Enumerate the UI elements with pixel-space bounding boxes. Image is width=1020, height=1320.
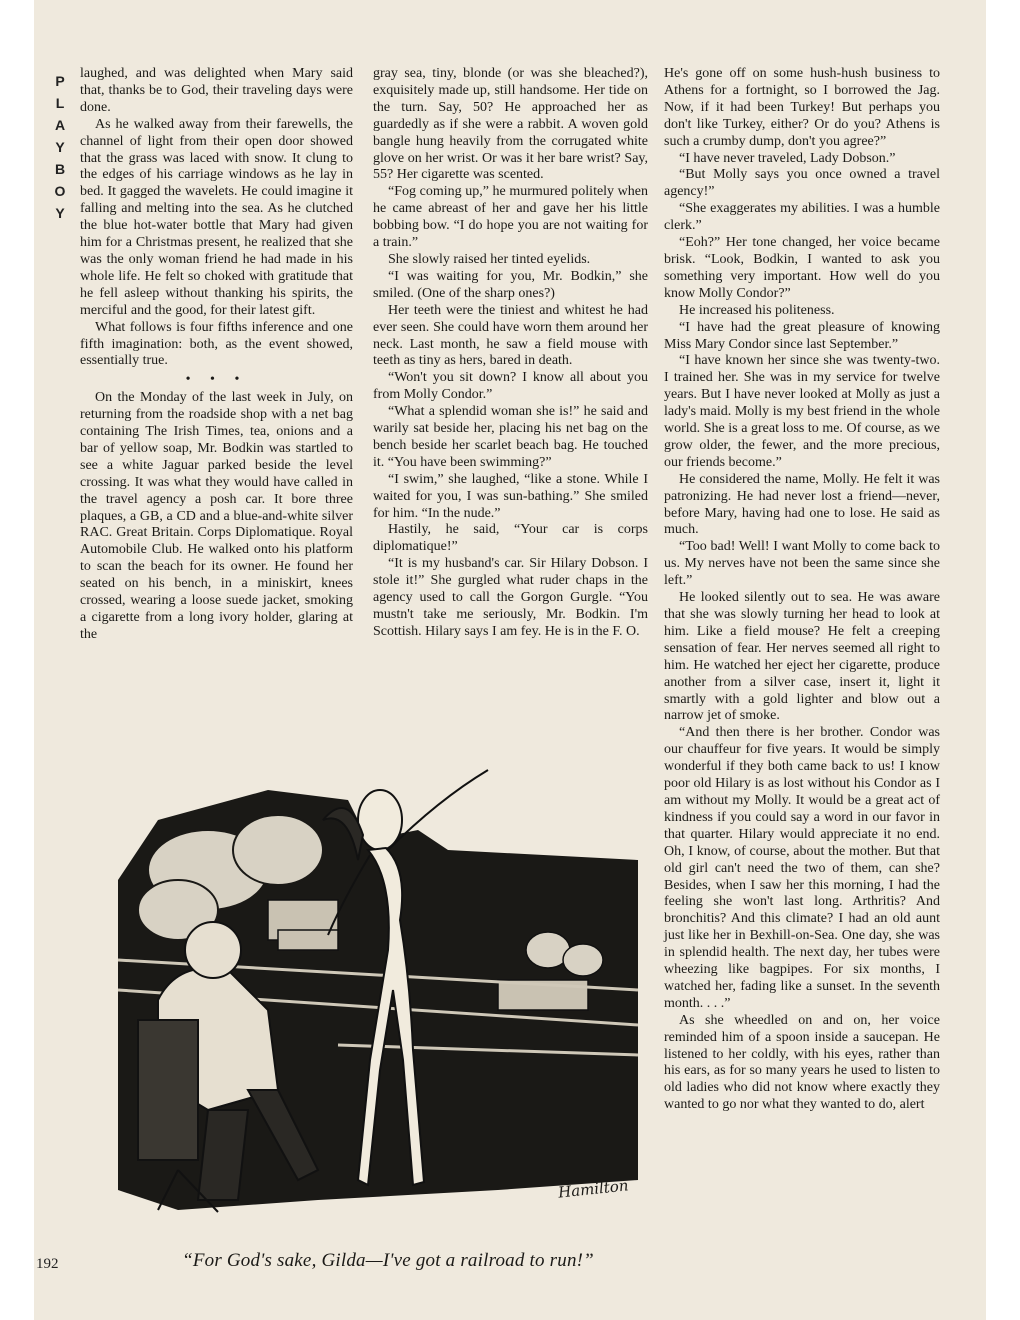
- paragraph: “I swim,” she laughed, “like a stone. While I waited for you, I was sun-bathing.” She smiled for him. “In the nude.”: [373, 471, 648, 521]
- brand-letter: B: [54, 161, 66, 177]
- paragraph: What follows is four fifths inference and one fifth imagination: both, as the event showed, essentially true.: [80, 319, 353, 369]
- brand-letter: Y: [55, 139, 65, 155]
- text-column-2: [373, 66, 648, 641]
- paragraph: “I have had the great pleasure of knowing Miss Mary Condor since last September.”: [664, 319, 940, 352]
- brand-letter: Y: [55, 205, 65, 221]
- paragraph: He looked silently out to sea. He was aware that she was slowly turning her head to look at him. Like a field mouse? He felt a creeping sensation of fear. Her nerves seemed all right to him. He watched her eject her cigarette, produce another from a silver case, insert it, light it smartly with a gold lighter and blow out a narrow jet of smoke.: [664, 590, 940, 724]
- paragraph: “But Molly says you once owned a travel agency!”: [664, 167, 940, 200]
- paragraph: “Eoh?” Her tone changed, her voice became brisk. “Look, Bodkin, I wanted to ask you something very important. How well do you know Molly Condor?”: [664, 235, 940, 301]
- paragraph: He's gone off on some hush-hush business to Athens for a fortnight, so I borrowed the Jag. Now, if it had been Turkey! But perhaps you don't like Turkey, either? Or do you? Athens is such a crumby dump, don't you agree?”: [664, 66, 940, 149]
- paragraph: She slowly raised her tinted eyelids.: [388, 251, 591, 267]
- paragraph: “And then there is her brother. Condor was our chauffeur for five years. It would be simply wonderful if they both came back to us! I know poor old Hilary is as lost without his Condor as I am without my Molly. It would be a great act of kindness if you could say a word in our favor in that quarter. Hilary would appreciate it no end. Oh, I know, of course, about the mother. But that old girl can't need the two of them, can she? Besides, when I saw her this morning, I had the feeling she won't last long. Arthritis? And bronchitis? And this climate? I had an old aunt just like her in Bexhill-on-Sea. One day, she was in splendid health. The next day, her tubes were wheezing like bagpipes. For six months, I watched her, fading like a sunset. In the seventh month. . . .”: [664, 725, 940, 1011]
- artist-signature: Hamilton: [557, 1176, 630, 1202]
- paragraph: On the Monday of the last week in July, on returning from the roadside shop with a net bag containing The Irish Times, tea, onions and a bar of yellow soap, Mr. Bodkin was startled to see a white Jaguar parked beside the level crossing. It was what they would have called in the travel agency a posh car. It bore three plaques, a GB, a CD and a blue-and-white silver RAC. Great Britain. Corps Diplomatique. Royal Automobile Club. He walked onto his platform to scan the beach for its owner. He found her seated on his bench, in a miniskirt, knees crossed, wearing a loose suede jacket, smoking a cigarette from a long ivory holder, glaring at the: [80, 390, 353, 642]
- paragraph: “I have never traveled, Lady Dobson.”: [679, 150, 896, 166]
- paragraph: Hastily, he said, “Your car is corps diplomatique!”: [373, 522, 648, 555]
- paragraph: Her teeth were the tiniest and whitest he had ever seen. She could have worn them around her neck. Last month, he saw a field mouse with teeth as tiny as hers, bared in death.: [373, 302, 648, 369]
- paragraph: laughed, and was delighted when Mary said that, thanks be to God, their traveling days were done.: [80, 66, 353, 115]
- paragraph: “Fog coming up,” he murmured politely when he came abreast of her and gave her his little bobbing bow. “I do hope you are not waiting for a train.”: [373, 184, 648, 251]
- text-column-3: [664, 66, 940, 1114]
- paragraph: “What a splendid woman she is!” he said and warily sat beside her, placing his net bag on the bench beside her scarlet beach bag. He touched it. “You have been swimming?”: [373, 404, 648, 470]
- railroad-cartoon-drawing: [118, 760, 638, 1220]
- brand-letter: O: [54, 183, 66, 199]
- brand-letter: A: [54, 117, 66, 133]
- paragraph: As he walked away from their farewells, the channel of light from their open door showed that the grass was laced with snow. It clung to the edges of his carriage windows as he lay in bed. It gagged the wavelets. He could imagine it falling and melting into the sea. As he clutched the blue hot-water bottle that Mary had given him for a Christmas present, he realized that she was the only woman friend he had made in his whole life. He felt so choked with gratitude that he fell asleep without thanking his spirits, the merciful and the good, for their latest gift.: [80, 116, 353, 318]
- paragraph: He considered the name, Molly. He felt it was patronizing. He had never lost a friend—never, before Mary, having had one to lose. He said as much.: [664, 471, 940, 538]
- paragraph: “I have known her since she was twenty-two. I trained her. She was in my service for twelve years. But I have never looked at Molly as just a lady's maid. Molly is my best friend in the whole world. She is a great loss to me. Of course, as we grow older, the fewer, and the more precious, our friends become.”: [664, 353, 940, 470]
- paragraph: “It is my husband's car. Sir Hilary Dobson. I stole it!” She gurgled what ruder chaps in the agency used to call the Gorgon Gurgle. “You mustn't take me seriously, Mr. Bodkin. I'm Scottish. Hilary says I am fey. He is in the F. O.: [373, 556, 648, 639]
- brand-letter: L: [55, 95, 65, 111]
- paragraph: As she wheedled on and on, her voice reminded him of a spoon inside a saucepan. He listened to her coldly, with his eyes, rather than his ears, as for so many years he used to listen to old ladies who did not know where exactly they wanted to go nor what they wanted to do, alert: [664, 1012, 940, 1113]
- cartoon-illustration: [118, 760, 638, 1220]
- paragraph: gray sea, tiny, blonde (or was she bleached?), exquisitely made up, still handsome. Her tide on the turn. Say, 50? He approached her as guardedly as if she were a rabbit. A woven gold bangle hung heavily from the corrugated white glove on her wrist. Or was it her bare wrist? Say, 55? Her cigarette was scented.: [373, 66, 648, 183]
- paragraph: • • •: [185, 372, 248, 388]
- brand-letter: P: [55, 73, 65, 89]
- cartoon-caption: “For God's sake, Gilda—I've got a railroad to run!”: [182, 1250, 594, 1271]
- paragraph: He increased his politeness.: [679, 302, 835, 318]
- paragraph: “She exaggerates my abilities. I was a humble clerk.”: [664, 201, 940, 234]
- paragraph: “Won't you sit down? I know all about you from Molly Condor.”: [373, 370, 648, 403]
- page-number: 192: [36, 1256, 59, 1272]
- text-column-1: [80, 66, 353, 644]
- magazine-brand: [52, 70, 68, 224]
- paragraph: “I was waiting for you, Mr. Bodkin,” she smiled. (One of the sharp ones?): [373, 268, 648, 301]
- paragraph: “Too bad! Well! I want Molly to come back to us. My nerves have not been the same since she left.”: [664, 539, 940, 589]
